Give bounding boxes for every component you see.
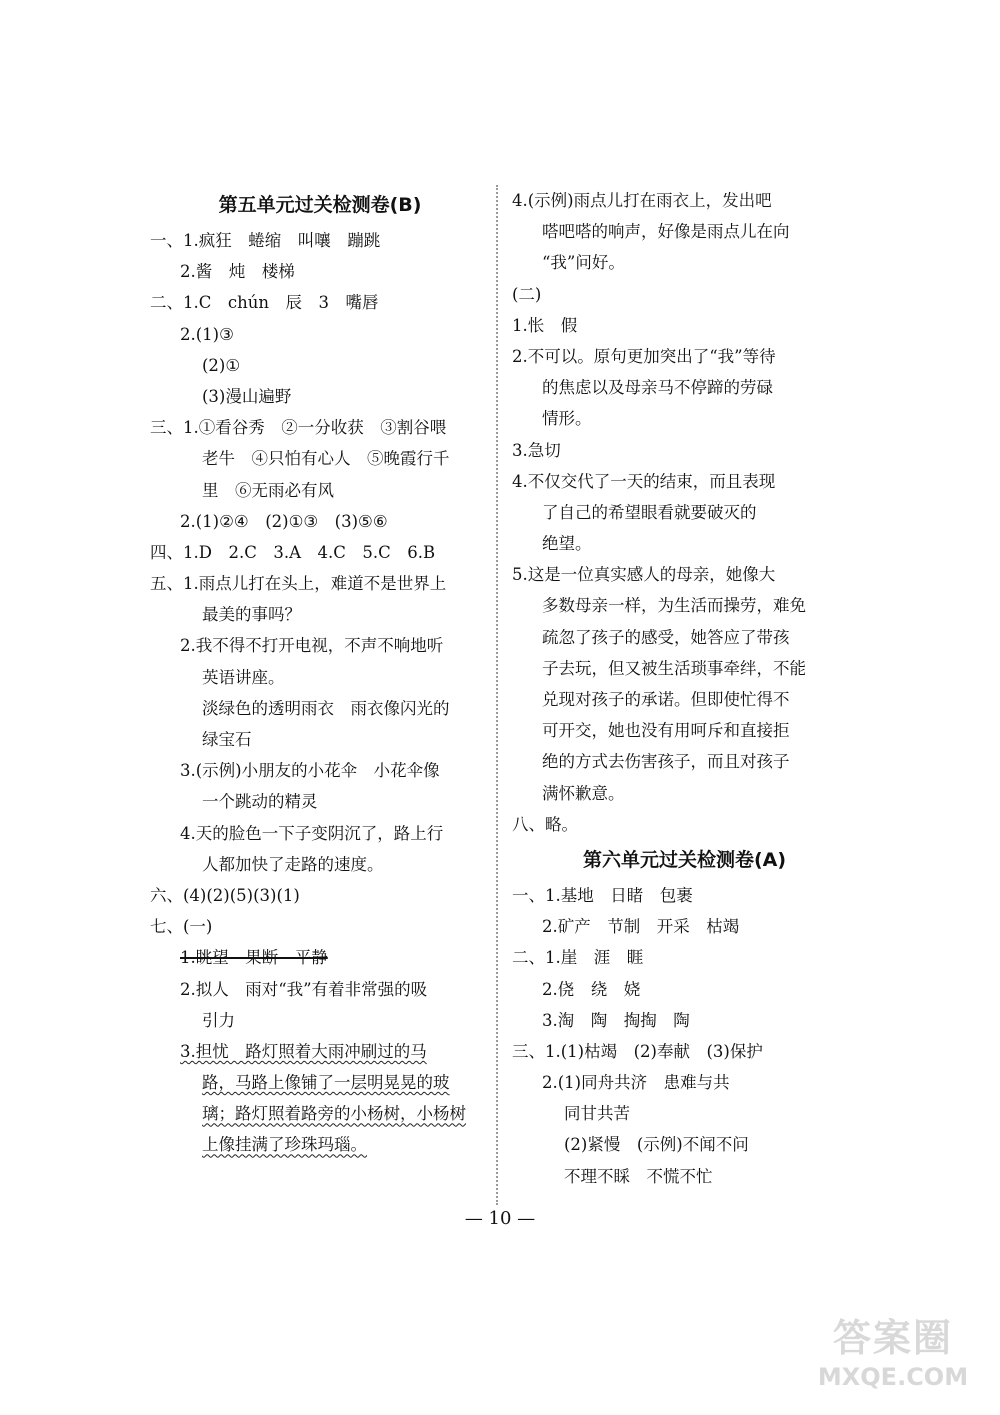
right-answer-lines-bottom xyxy=(512,880,857,1192)
answer-line: 2.(1)③ xyxy=(180,324,234,344)
answer-line: 二、1.崖 涯 睚 xyxy=(512,948,644,968)
watermark-logo xyxy=(798,1313,988,1403)
answer-line: 2.(1)同舟共济 患难与共 xyxy=(542,1073,730,1093)
answer-line: “我”问好。 xyxy=(542,253,625,273)
answer-line: 老牛 ④只怕有心人 ⑤晚霞行千 xyxy=(202,449,450,469)
answer-line: 五、1.雨点儿打在头上，难道不是世界上 xyxy=(150,574,447,594)
answer-line: 疏忽了孩子的感受，她答应了带孩 xyxy=(542,627,790,647)
answer-line: 绝望。 xyxy=(542,534,592,554)
answer-line: 二、1.C chún 辰 3 嘴唇 xyxy=(150,293,379,313)
answer-line: (3)漫山遍野 xyxy=(202,386,292,406)
answer-line: 5.这是一位真实感人的母亲，她像大 xyxy=(512,565,776,585)
section-title-unit6-a: 第六单元过关检测卷(A) xyxy=(582,848,787,871)
answer-line: 淡绿色的透明雨衣 雨衣像闪光的 xyxy=(202,698,450,718)
answer-line: 2.酱 炖 楼梯 xyxy=(180,262,295,282)
answer-line: 八、略。 xyxy=(512,814,578,834)
answer-line: 七、(一) xyxy=(150,917,213,937)
answer-line: 3.急切 xyxy=(512,440,561,460)
answer-line: 里 ⑥无雨必有风 xyxy=(202,480,334,500)
answer-line: 绿宝石 xyxy=(202,730,252,749)
answer-line: 三、1.(1)枯竭 (2)奉献 (3)保护 xyxy=(512,1041,763,1061)
answer-line: (2)① xyxy=(202,355,241,375)
section-title-unit5-b: 第五单元过关检测卷(B) xyxy=(218,194,422,216)
answer-line: 4.(示例)雨点儿打在雨衣上，发出吧 xyxy=(512,191,772,210)
answer-line: 四、1.D 2.C 3.A 4.C 5.C 6.B xyxy=(150,542,436,562)
answer-line: 同甘共苦 xyxy=(564,1104,630,1124)
answer-line: 情形。 xyxy=(542,409,592,429)
answer-line: 多数母亲一样，为生活而操劳，难免 xyxy=(542,596,806,616)
answer-line: 1.眺望 果断 平静 xyxy=(180,948,328,968)
column-divider xyxy=(496,185,498,1205)
answer-line: 1.怅 假 xyxy=(512,315,578,335)
answer-line: 引力 xyxy=(202,1010,235,1030)
right-answer-lines-top xyxy=(512,185,857,840)
answer-line: 4.不仅交代了一天的结束，而且表现 xyxy=(512,471,776,491)
right-column xyxy=(512,185,857,1192)
answer-line: (二) xyxy=(512,284,542,304)
answer-line: 2.侥 绕 娆 xyxy=(542,979,641,999)
answer-line: 璃；路灯照着路旁的小杨树，小杨树 xyxy=(202,1104,466,1124)
left-answer-lines xyxy=(150,225,490,1161)
answer-line: 绝的方式去伤害孩子，而且对孩子 xyxy=(542,752,790,772)
answer-line: 路，马路上像铺了一层明晃晃的玻 xyxy=(202,1073,450,1093)
answer-line: 三、1.①看谷秀 ②一分收获 ③割谷喂 xyxy=(150,418,447,438)
answer-line: 人都加快了走路的速度。 xyxy=(202,854,384,874)
answer-line: 了自己的希望眼看就要破灭的 xyxy=(542,502,757,522)
answer-line: 嗒吧嗒的响声，好像是雨点儿在向 xyxy=(542,222,790,242)
watermark-bottom-text: MXQE.COM xyxy=(817,1363,969,1391)
answer-line: (2)紧慢 (示例)不闻不问 xyxy=(564,1135,749,1155)
page-number: — 10 — xyxy=(464,1208,536,1229)
answer-line: 一、1.疯狂 蜷缩 叫嚷 蹦跳 xyxy=(150,231,381,250)
answer-line: 上像挂满了珍珠玛瑙。 xyxy=(202,1135,367,1155)
answer-line: 六、(4)(2)(5)(3)(1) xyxy=(150,885,300,905)
answer-line: 2.(1)②④ (2)①③ (3)⑤⑥ xyxy=(180,511,388,531)
answer-line: 2.我不得不打开电视，不声不响地听 xyxy=(180,636,444,656)
answer-line: 3.淘 陶 掏掏 陶 xyxy=(542,1010,690,1030)
watermark-top-text: 答案圈 xyxy=(832,1316,953,1360)
answer-line: 可开交，她也没有用呵斥和直接拒 xyxy=(542,721,790,741)
answer-line: 满怀歉意。 xyxy=(542,783,625,803)
left-column xyxy=(150,185,490,1161)
answer-line: 最美的事吗？ xyxy=(202,605,301,625)
answer-line: 3.担忧 路灯照着大雨冲刷过的马 xyxy=(180,1041,427,1061)
answer-line: 一个跳动的精灵 xyxy=(202,792,318,812)
answer-line: 4.天的脸色一下子变阴沉了，路上行 xyxy=(180,823,444,843)
answer-line: 2.矿产 节制 开采 枯竭 xyxy=(542,917,740,937)
answer-line: 不理不睬 不慌不忙 xyxy=(564,1166,713,1186)
answer-line: 英语讲座。 xyxy=(202,667,285,687)
answer-line: 一、1.基地 日睹 包裹 xyxy=(512,885,693,905)
answer-line: 兑现对孩子的承诺。但即使忙得不 xyxy=(542,690,790,709)
answer-line: 2.拟人 雨对“我”有着非常强的吸 xyxy=(180,979,428,999)
answer-line: 子去玩，但又被生活琐事牵绊，不能 xyxy=(542,658,806,678)
answer-line: 的焦虑以及母亲马不停蹄的劳碌 xyxy=(542,378,773,398)
answer-line: 3.(示例)小朋友的小花伞 小花伞像 xyxy=(180,761,440,781)
answer-line: 2.不可以。原句更加突出了“我”等待 xyxy=(512,346,776,366)
